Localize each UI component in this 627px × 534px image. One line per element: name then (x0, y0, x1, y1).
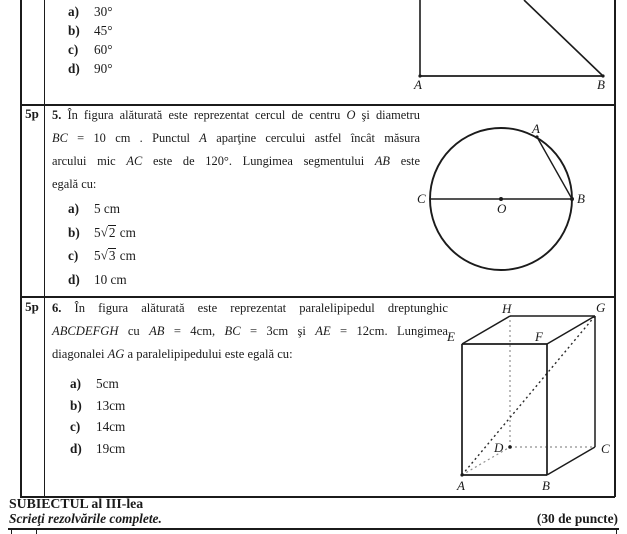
vertex-dot-d (508, 445, 512, 449)
option-value: 14cm (96, 419, 126, 434)
option-label: b) (68, 224, 80, 240)
vertex-label-b: B (577, 191, 585, 206)
option-label: a) (68, 201, 79, 216)
option-row (68, 23, 112, 42)
question-5-line-4: egală cu: (52, 177, 97, 191)
option-row (68, 272, 136, 296)
vertex-dot-a (460, 473, 463, 476)
question-5-options (68, 201, 136, 295)
option-value: 60° (94, 42, 113, 57)
option-label: d) (68, 61, 80, 76)
option-value: 30° (94, 4, 113, 19)
vertex-label-c: C (601, 441, 610, 456)
diagonal-ag (462, 316, 595, 475)
circle-figure (415, 119, 615, 291)
vertex-label-c: C (417, 191, 426, 206)
option-value: 5√2 cm (94, 224, 136, 240)
vertex-label-a: A (532, 121, 540, 136)
option-label: a) (70, 376, 81, 391)
option-label: d) (70, 440, 82, 456)
vertex-label-a: A (457, 478, 465, 493)
vertex-label-a: A (414, 77, 422, 92)
option-row (68, 4, 112, 23)
question-5-line-1: 5. În figura alăturată este reprezentat cercul de centru O şi diametru (52, 108, 421, 122)
option-row (70, 376, 125, 398)
option-value: 5√3 cm (94, 247, 136, 263)
option-row (68, 225, 136, 249)
option-row (68, 248, 136, 272)
option-value: 45° (94, 23, 113, 38)
question-5-text (52, 104, 420, 196)
question-5-line-2: BC = 10 cm . Punctul A aparţine cercului astfel încât măsura (52, 131, 421, 145)
option-label: c) (70, 419, 81, 434)
points-cell-q5: 5p (25, 106, 39, 121)
option-row (70, 441, 125, 463)
center-label-o: O (497, 201, 507, 216)
vertex-label-f: F (535, 329, 543, 344)
section-title: SUBIECTUL al III-lea (9, 496, 144, 511)
vertex-label-b: B (597, 77, 605, 92)
option-label: a) (68, 4, 79, 19)
vertex-label-e: E (447, 329, 455, 344)
section-instruction: Scrieţi rezolvările complete. (9, 511, 162, 526)
vertex-label-h: H (502, 301, 512, 316)
table-left-border (20, 0, 22, 497)
question-5-line-3: arcului mic AC este de 120°. Lungimea segmentului AB este (52, 154, 420, 168)
next-table-top-border (8, 528, 619, 530)
option-label: b) (68, 23, 80, 38)
question-6-text (52, 297, 448, 366)
vertex-dot-b (570, 197, 574, 201)
question-6-line-2: ABCDEFGH cu AB = 4cm, BC = 3cm şi AE = 12cm. Lungimea (52, 324, 449, 338)
option-row (70, 398, 125, 420)
option-label: c) (68, 248, 79, 263)
option-value: 13cm (96, 397, 126, 413)
option-label: b) (70, 397, 82, 413)
question-4-options (68, 4, 112, 80)
next-table-left-border-stub (11, 530, 12, 534)
option-row (68, 42, 112, 61)
option-row (70, 419, 125, 441)
next-table-column-divider-stub (36, 530, 37, 534)
section-subtitle-row (9, 511, 618, 527)
triangle-figure (410, 0, 617, 92)
option-label: c) (68, 42, 79, 57)
vertex-label-d: D (494, 440, 504, 455)
option-value: 5cm (96, 376, 119, 391)
option-row (68, 201, 136, 225)
table-points-column-divider (44, 0, 45, 497)
option-value: 5 cm (94, 201, 121, 216)
vertex-label-b: B (542, 478, 550, 493)
option-value: 10 cm (94, 271, 127, 287)
next-table-right-border-stub (616, 530, 617, 534)
points-cell-q6: 5p (25, 299, 39, 314)
option-row (68, 61, 112, 80)
question-6-line-3: diagonalei AG a paralelipipedului este egală cu: (52, 347, 293, 361)
question-6-line-1: 6. În figura alăturată este reprezentat paralelipipedul dreptunghic (52, 301, 448, 315)
question-6-options (70, 376, 125, 462)
vertex-label-g: G (596, 300, 606, 315)
option-value: 19cm (96, 440, 126, 456)
option-value: 90° (94, 61, 113, 76)
section-points: (30 de puncte) (536, 511, 618, 526)
parallelepiped-figure (445, 300, 625, 496)
option-label: d) (68, 271, 80, 287)
